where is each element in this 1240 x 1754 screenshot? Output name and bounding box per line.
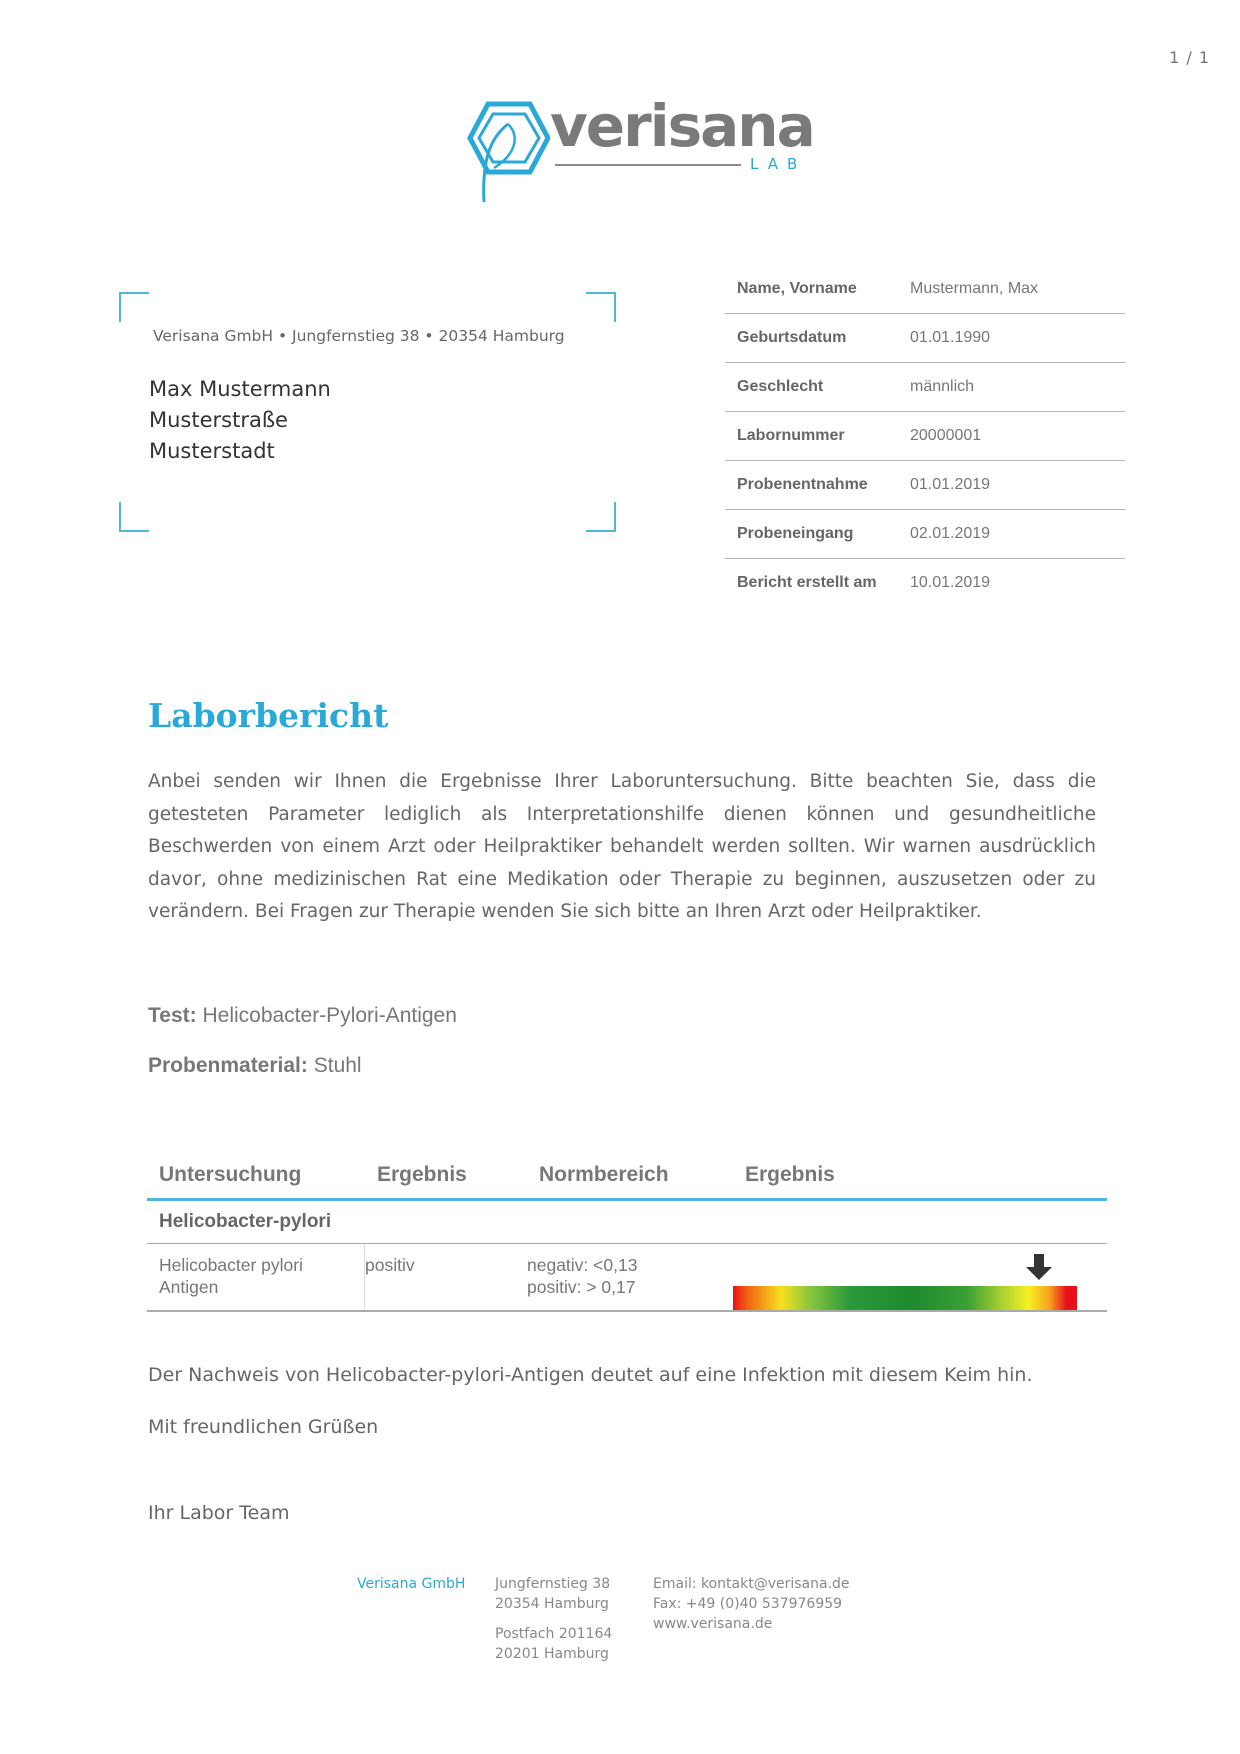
footer-website[interactable]: www.verisana.de (653, 1616, 773, 1632)
material-line (148, 1054, 362, 1078)
parameter-range (527, 1244, 733, 1310)
footer-address (495, 1574, 610, 1614)
range-negative: negativ: <0,13 (527, 1255, 638, 1275)
sender-line: Verisana GmbH • Jungfernstieg 38 • 20354 Hamburg (153, 327, 565, 345)
logo-subtitle: LAB (750, 155, 807, 173)
patient-info-table (725, 265, 1125, 607)
report-title: Laborbericht (148, 696, 389, 735)
table-row (147, 1244, 1107, 1312)
info-label: Geschlecht (737, 378, 824, 395)
recipient-city: Musterstadt (149, 439, 275, 463)
header-ergebnis-scale: Ergebnis (745, 1163, 835, 1186)
recipient-street: Musterstraße (149, 408, 288, 432)
footer-contact (653, 1574, 850, 1634)
results-table (147, 1152, 1107, 1312)
footer-email: Email: kontakt@verisana.de (653, 1576, 850, 1592)
info-label: Probeneingang (737, 525, 854, 542)
parameter-result: positiv (365, 1255, 415, 1275)
info-value: männlich (910, 378, 975, 395)
info-row (725, 363, 1125, 412)
info-label: Geburtsdatum (737, 329, 847, 346)
address-window-corner (586, 502, 616, 532)
parameter-name-line: Helicobacter pylori (159, 1255, 303, 1275)
material-value: Stuhl (313, 1054, 362, 1077)
info-value: 01.01.2019 (910, 476, 991, 493)
signature-text: Ihr Labor Team (148, 1502, 290, 1524)
address-window-corner (119, 502, 149, 532)
footer-fax: Fax: +49 (0)40 537976959 (653, 1596, 843, 1612)
test-label: Test: (148, 1004, 197, 1027)
info-row (725, 412, 1125, 461)
header-normbereich: Normbereich (539, 1163, 669, 1186)
logo-divider (555, 164, 741, 166)
info-value: 01.01.1990 (910, 329, 991, 346)
info-row (725, 559, 1125, 607)
address-window-corner (586, 292, 616, 322)
footer-company: Verisana GmbH (357, 1576, 466, 1592)
results-header (147, 1152, 1107, 1201)
logo-wordmark: verisana (550, 92, 814, 160)
conclusion-text: Der Nachweis von Helicobacter-pylori-Antigen deutet auf eine Infektion mit diesem Keim hin. (148, 1364, 1033, 1386)
test-line (148, 1004, 457, 1028)
footer-postbox-line: 20201 Hamburg (495, 1646, 609, 1662)
test-value: Helicobacter-Pylori-Antigen (202, 1004, 457, 1027)
header-ergebnis: Ergebnis (377, 1163, 467, 1186)
footer-address-line: Jungfernstieg 38 (495, 1576, 611, 1592)
material-label: Probenmaterial: (148, 1054, 308, 1077)
info-row (725, 314, 1125, 363)
info-label: Bericht erstellt am (737, 574, 877, 591)
results-group: Helicobacter-pylori (147, 1201, 1107, 1244)
header-untersuchung: Untersuchung (159, 1163, 302, 1186)
info-label: Name, Vorname (737, 280, 857, 297)
info-row (725, 510, 1125, 559)
info-value: 10.01.2019 (910, 574, 991, 591)
page-number: 1 / 1 (1169, 48, 1210, 67)
footer-address-line: 20354 Hamburg (495, 1596, 609, 1612)
verisana-logo (460, 92, 820, 208)
info-value: Mustermann, Max (910, 280, 1039, 297)
greeting-text: Mit freundlichen Grüßen (148, 1416, 379, 1438)
info-row (725, 265, 1125, 314)
info-label: Probenentnahme (737, 476, 868, 493)
result-gradient-bar (733, 1286, 1077, 1310)
footer-postbox-line: Postfach 201164 (495, 1626, 613, 1642)
footer-postbox (495, 1624, 612, 1664)
range-positive: positiv: > 0,17 (527, 1277, 636, 1297)
parameter-name-line: Antigen (159, 1277, 219, 1297)
info-label: Labornummer (737, 427, 845, 444)
info-value: 20000001 (910, 427, 982, 444)
recipient-address (149, 374, 331, 467)
result-scale (733, 1244, 1107, 1310)
info-row (725, 461, 1125, 510)
recipient-name: Max Mustermann (149, 377, 331, 401)
hexagon-leaf-icon (460, 98, 550, 208)
parameter-name (147, 1244, 365, 1310)
intro-paragraph: Anbei senden wir Ihnen die Ergebnisse Ihrer Laboruntersuchung. Bitte beachten Sie, dass die getesteten Parameter lediglich als Interpretationshilfe dienen können und gesundheitliche Beschwerden von einem Arzt oder Heilpraktiker behandelt werden sollten. Wir warnen ausdrücklich davor, ohne medizinischen Rat eine Medikation oder Therapie zu beginnen, auszusetzen oder zu verändern. Bei Fragen zur Therapie wenden Sie sich bitte an Ihren Arzt oder Heilpraktiker. (148, 771, 1096, 922)
address-window-corner (119, 292, 149, 322)
info-value: 02.01.2019 (910, 525, 991, 542)
